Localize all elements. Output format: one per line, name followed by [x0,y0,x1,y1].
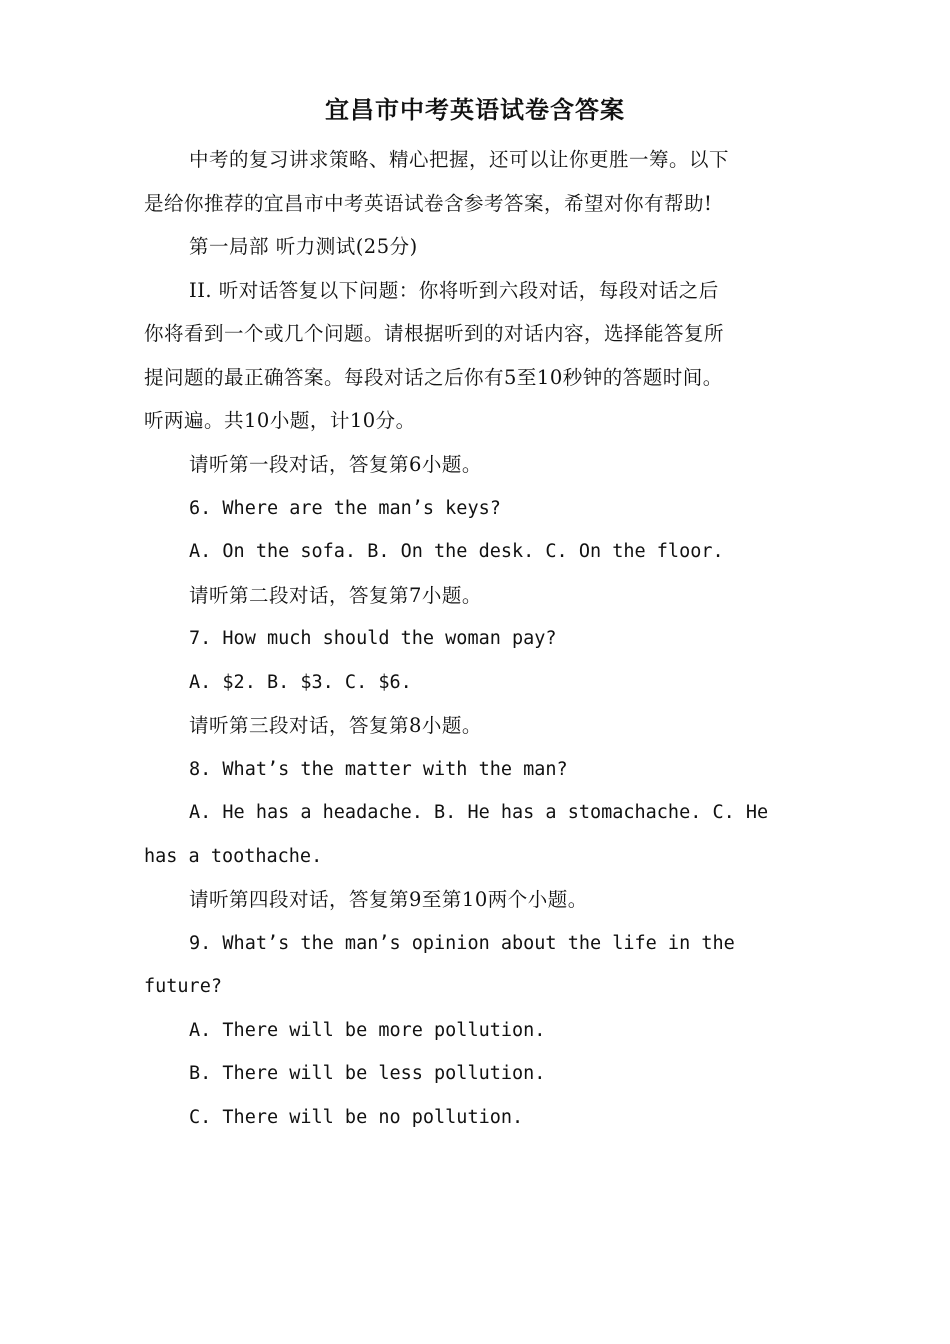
question-7-options: A. $2. B. $3. C. $6. [189,672,412,693]
section-heading: 第一局部 听力测试(25分) [189,235,418,258]
intro-line-1: 中考的复习讲求策略、精心把握，还可以让你更胜一筹。以下 [189,148,730,171]
question-6: 6. Where are the man’s keys? [189,498,501,519]
question-8: 8. What’s the matter with the man? [189,759,568,780]
dialogue-2-prompt: 请听第二段对话，答复第7小题。 [189,584,482,607]
dialogue-3-prompt: 请听第三段对话，答复第8小题。 [189,714,482,737]
intro-line-2: 是给你推荐的宜昌市中考英语试卷含参考答案，希望对你有帮助! [144,192,713,215]
question-8-options-cont: has a toothache. [144,846,323,867]
question-9-cont: future? [144,976,222,997]
question-8-options: A. He has a headache. B. He has a stomachache. C. He [189,802,769,823]
instruction-line-3: 提问题的最正确答案。每段对话之后你有5至10秒钟的答题时间。 [144,366,723,389]
dialogue-1-prompt: 请听第一段对话，答复第6小题。 [189,453,482,476]
question-7: 7. How much should the woman pay? [189,628,557,649]
question-9-option-b: B. There will be less pollution. [189,1063,546,1084]
instruction-line-2: 你将看到一个或几个问题。请根据听到的对话内容，选择能答复所 [144,322,725,345]
instruction-line-4: 听两遍。共10小题，计10分。 [144,409,416,432]
question-6-options: A. On the sofa. B. On the desk. C. On the floor. [189,541,724,562]
dialogue-4-prompt: 请听第四段对话，答复第9至第10两个小题。 [189,888,588,911]
question-9: 9. What’s the man’s opinion about the life in the [189,933,735,954]
question-9-option-a: A. There will be more pollution. [189,1020,546,1041]
instruction-line-1: II. 听对话答复以下问题：你将听到六段对话，每段对话之后 [189,279,719,302]
document-title: 宜昌市中考英语试卷含答案 [325,95,625,124]
question-9-option-c: C. There will be no pollution. [189,1107,524,1128]
